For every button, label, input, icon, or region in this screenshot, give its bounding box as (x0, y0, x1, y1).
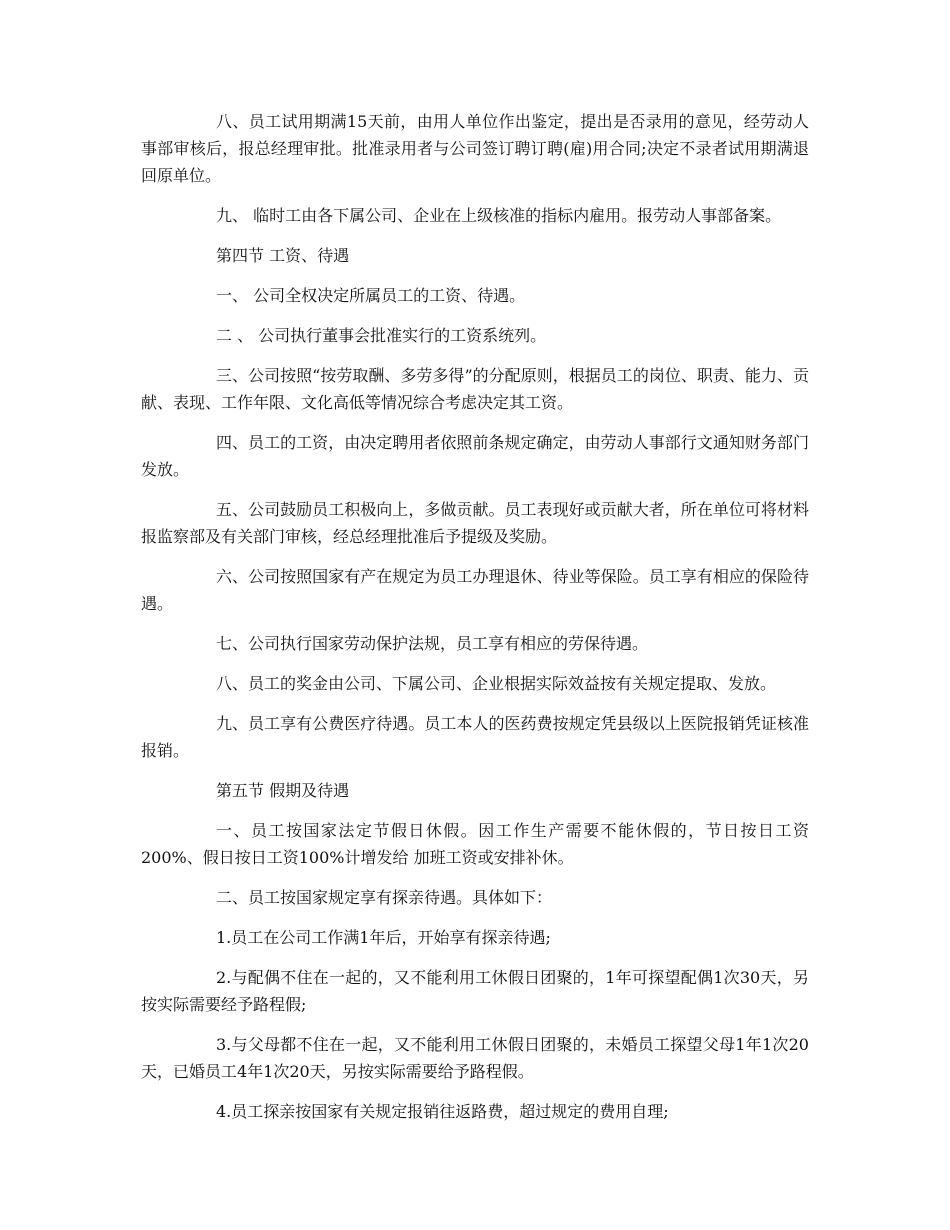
section-heading-5: 第五节 假期及待遇 (216, 781, 350, 800)
paragraph-leave-1: 一、员工按国家法定节假日休假。因工作生产需要不能休假的，节日按日工资200%、假日按日工资100%计增发给 加班工资或安排补休。 (141, 821, 809, 867)
paragraph-leave-2-item-2: 2.与配偶不住在一起的，又不能利用工休假日团聚的，1年可探望配偶1次30天，另按实际需要经予路程假; (141, 968, 809, 1014)
paragraph-wage-2: 二 、 公司执行董事会批准实行的工资系统列。 (216, 326, 547, 345)
paragraph-wage-7: 七、公司执行国家劳动保护法规，员工享有相应的劳保待遇。 (216, 634, 649, 653)
section-heading-4: 第四节 工资、待遇 (216, 246, 350, 265)
paragraph-leave-2-item-3: 3.与父母都不住在一起，又不能利用工休假日团聚的，未婚员工探望父母1年1次20天，已婚员工4年1次20天，另按实际需要给予路程假。 (141, 1035, 809, 1081)
paragraph-wage-1: 一、 公司全权决定所属员工的工资、待遇。 (216, 286, 526, 305)
paragraph-leave-2-item-4: 4.员工探亲按国家有关规定报销往返路费，超过规定的费用自理; (216, 1102, 669, 1121)
paragraph-item-9-temp-workers: 九、 临时工由各下属公司、企业在上级核准的指标内雇用。报劳动人事部备案。 (216, 206, 782, 225)
paragraph-wage-4: 四、员工的工资，由决定聘用者依照前条规定确定，由劳动人事部行文通知财务部门发放。 (141, 433, 809, 479)
paragraph-wage-9: 九、员工享有公费医疗待遇。员工本人的医药费按规定凭县级以上医院报销凭证核准报销。 (141, 714, 809, 760)
paragraph-item-8-probation: 八、员工试用期满15天前，由用人单位作出鉴定，提出是否录用的意见，经劳动人事部审核后，报总经理审批。批准录用者与公司签订聘订聘(雇)用合同;决定不录者试用期满退回原单位。 (141, 112, 809, 185)
paragraph-wage-5: 五、公司鼓励员工积极向上，多做贡献。员工表现好或贡献大者，所在单位可将材料报监察部及有关部门审核，经总经理批准后予提级及奖励。 (141, 500, 809, 546)
paragraph-wage-3: 三、公司按照“按劳取酬、多劳多得”的分配原则，根据员工的岗位、职责、能力、贡献、表现、工作年限、文化高低等情况综合考虑决定其工资。 (141, 366, 809, 412)
paragraph-wage-6: 六、公司按照国家有产在规定为员工办理退休、待业等保险。员工享有相应的保险待遇。 (141, 567, 809, 613)
document-page (141, 108, 809, 1138)
paragraph-leave-2-item-1: 1.员工在公司工作满1年后，开始享有探亲待遇; (216, 928, 551, 947)
paragraph-wage-8: 八、员工的奖金由公司、下属公司、企业根据实际效益按有关规定提取、发放。 (216, 674, 777, 693)
paragraph-leave-2: 二、员工按国家规定享有探亲待遇。具体如下： (216, 888, 553, 907)
